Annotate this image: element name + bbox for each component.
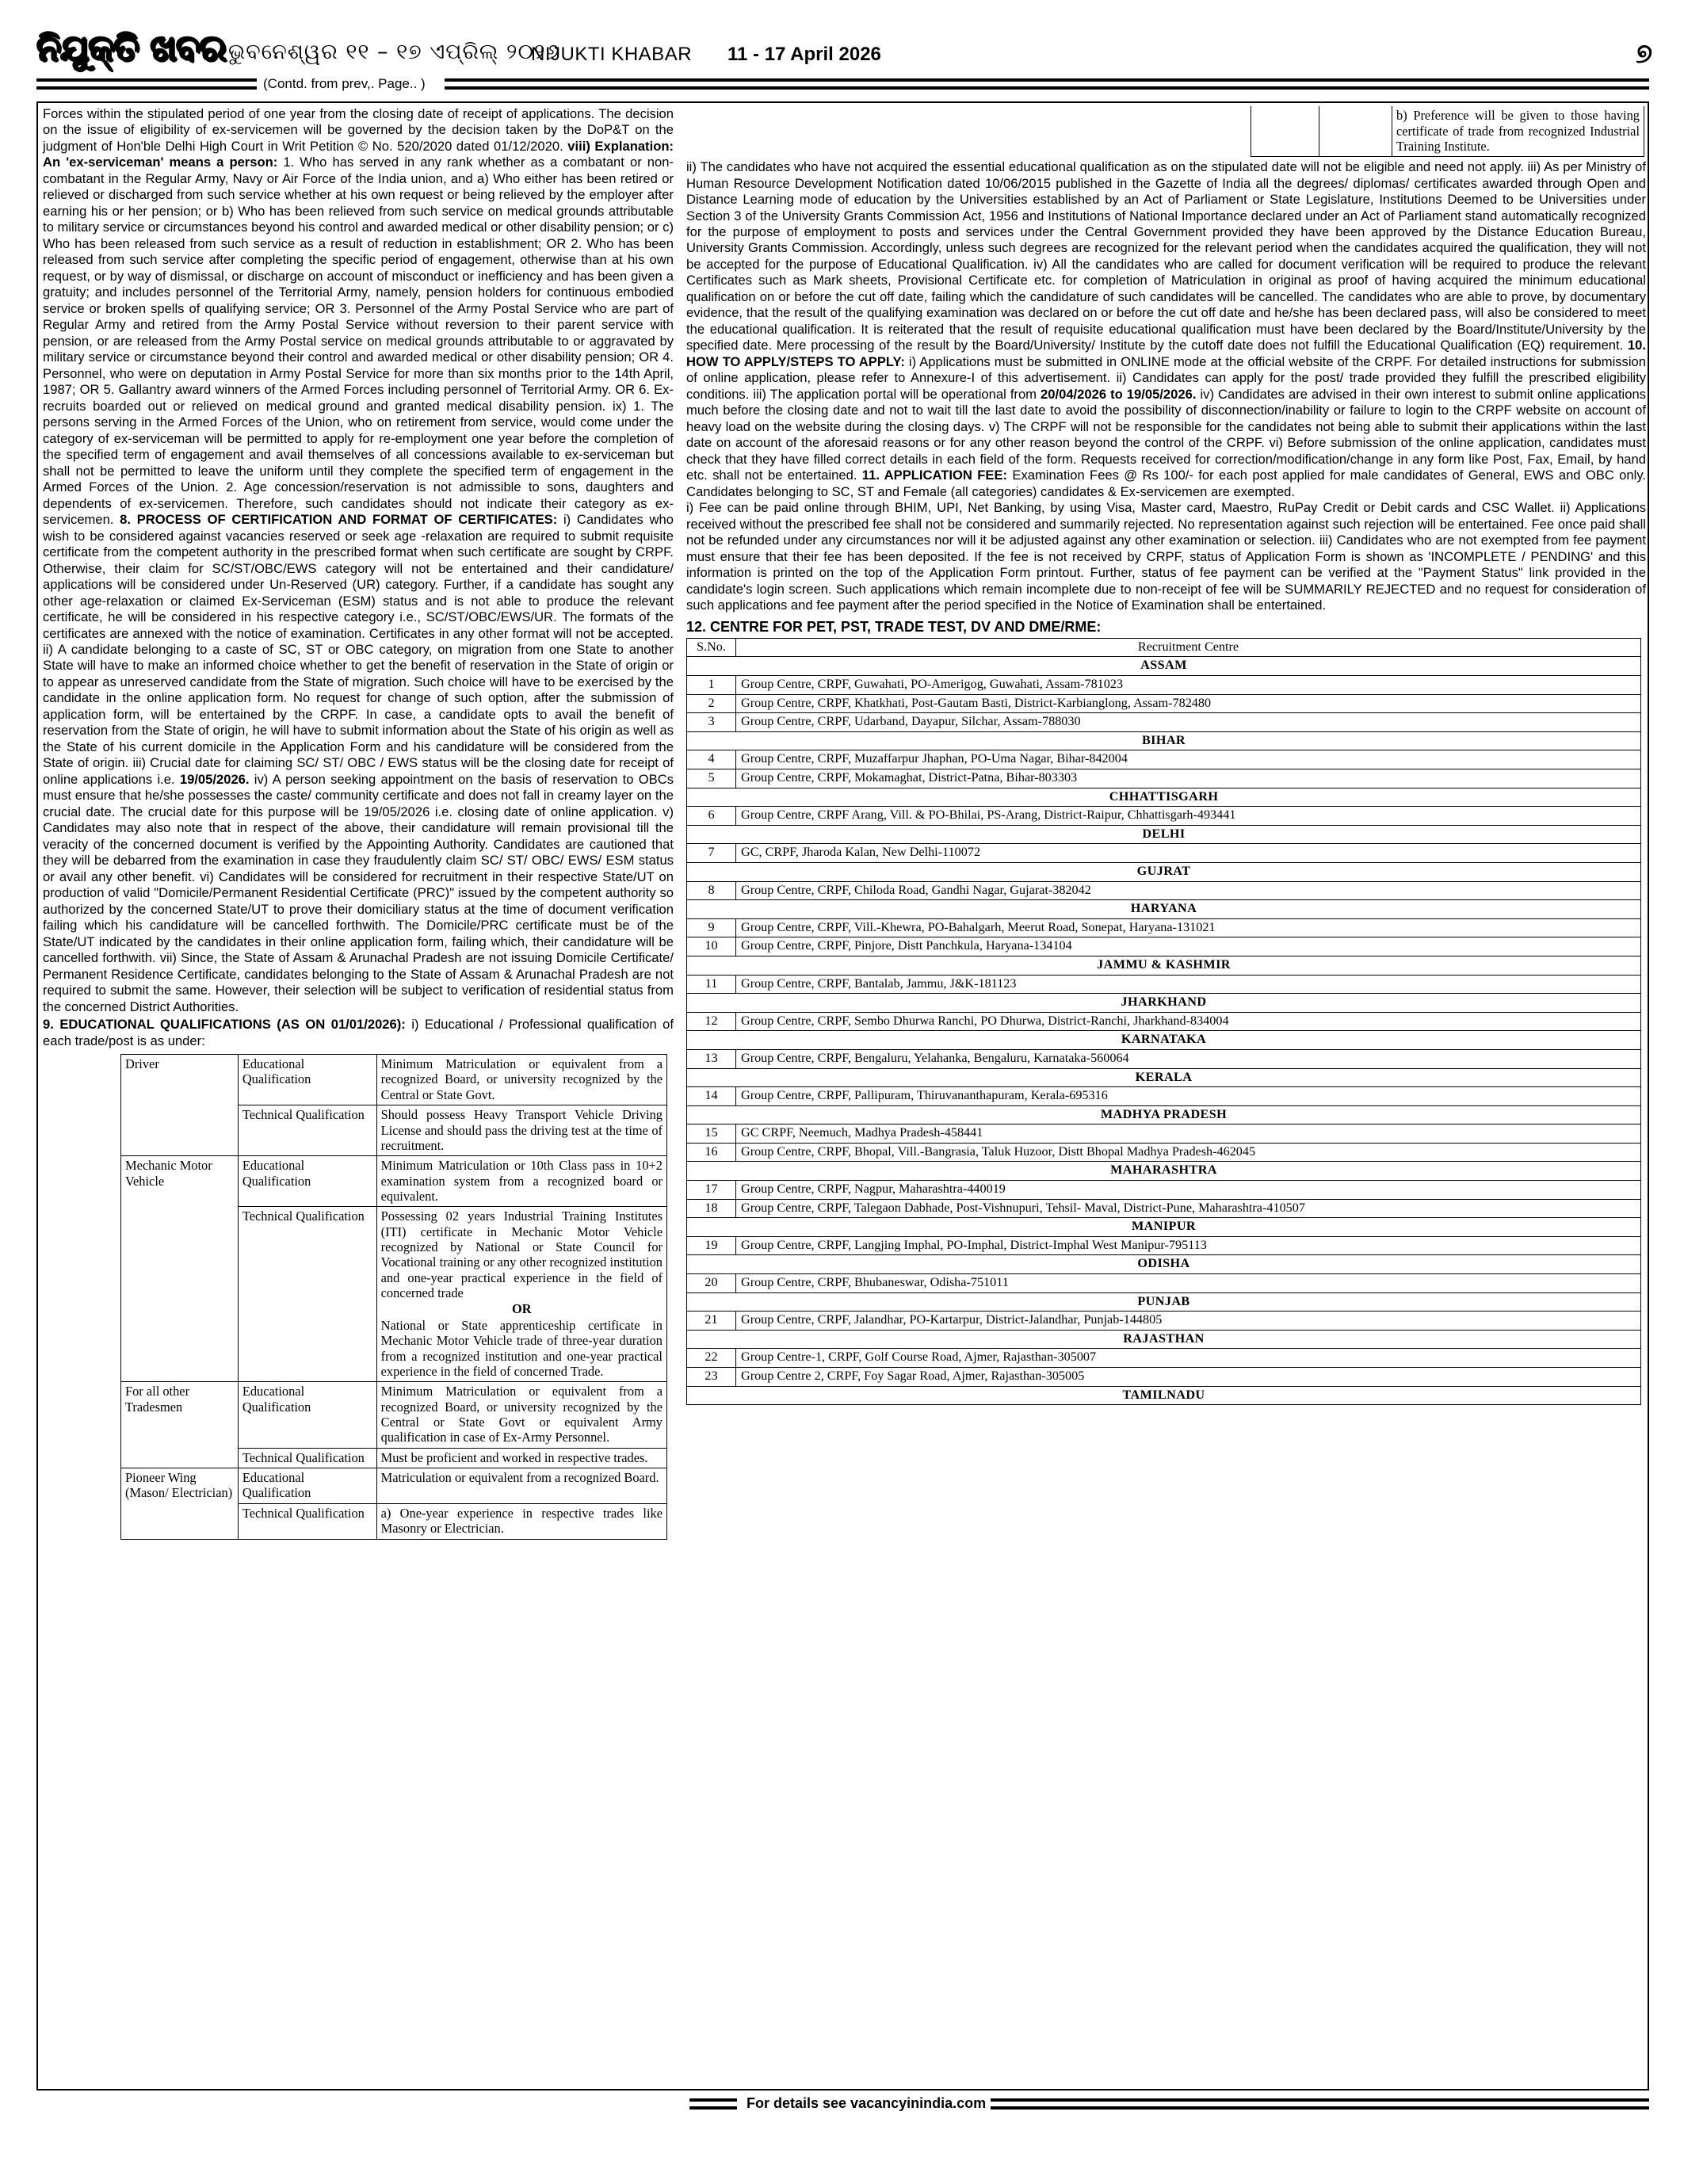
- state-header-row: [687, 956, 1641, 975]
- centre-address: Group Centre, CRPF, Pinjore, Distt Panchkula, Haryana-134104: [736, 937, 1641, 956]
- topbox-cell-preference: b) Preference will be given to those having certificate of trade from recognized Industrial Training Institute.: [1392, 106, 1644, 157]
- qualification-table: [120, 1054, 667, 1539]
- centre-sno: 14: [687, 1087, 736, 1106]
- state-header-row: [687, 1068, 1641, 1087]
- topbox-cell-b: [1319, 106, 1392, 157]
- qual-desc: Must be proficient and worked in respective trades.: [376, 1448, 666, 1468]
- centre-address: Group Centre, CRPF, Mokamaghat, District-Patna, Bihar-803303: [736, 769, 1641, 788]
- continued-band: [36, 76, 1649, 95]
- table-row: [687, 1181, 1641, 1200]
- centre-address: Group Centre, CRPF, Sembo Dhurwa Ranchi, PO Dhurwa, District-Ranchi, Jharkhand-834004: [736, 1012, 1641, 1031]
- state-name: MAHARASHTRA: [687, 1162, 1641, 1181]
- rp1: ii) The candidates who have not acquired the essential educational qualification as on the stipulated date will not be eligible and need not apply. iii) As per Ministry of Human Resource Development Notification dated 10/06/2015 published in the Gazette of India all the degrees/ diplomas/ certificates awarded through Open and Distance Learning mode of education by the Universities established by an Act of Parliament or State Legislature, Institutions Deemed to be Universities under Section 3 of the University Grants Commission Act, 1956 and Institutions of National Importance declared under an Act of Parliament stand automatically recognized for the purpose of employment to posts and services under the Central Government provided they have been approved by the Distance Education Bureau, University Grants Commission. Accordingly, unless such degrees are recognized for the relevant period when the candidates acquired the qualification, they will not be accepted for the purpose of Educational Qualification. iv) All the candidates who are called for document verification will be required to produce the relevant Certificates such as Mark sheets, Provisional Certificate etc. for completion of Matriculation in original as proof of having acquired the minimum educational qualification on or before the cut off date, failing which the candidature of such candidates will be cancelled. The candidates who are able to prove, by documentary evidence, that the result of the qualifying examination was declared on or before the cut off date and he/she has been declared pass, will also be considered to meet the educational qualification. It is reiterated that the result of requisite educational qualification must have been declared by the Board/Institute/University by the specified date. Mere processing of the result by the Board/University/ Institute by the cutoff date does not fulfill the Educational Qualification (EQ) requirement.: [686, 159, 1646, 353]
- table-row: [121, 1468, 667, 1504]
- qual-kind: Educational Qualification: [238, 1382, 376, 1448]
- lp2-bold2: 19/05/2026.: [179, 771, 250, 787]
- centre-address: Group Centre, CRPF, Guwahati, PO-Amerigog, Guwahati, Assam-781023: [736, 676, 1641, 695]
- preference-box-table: [1251, 106, 1644, 157]
- state-name: ODISHA: [687, 1255, 1641, 1274]
- right-paragraph-main: [686, 159, 1646, 500]
- state-header-row: [687, 1386, 1641, 1405]
- centre-sno: 15: [687, 1124, 736, 1144]
- centre-address: Group Centre 2, CRPF, Foy Sagar Road, Ajmer, Rajasthan-305005: [736, 1368, 1641, 1387]
- left-paragraph-3: [43, 1017, 674, 1049]
- state-header-row: [687, 900, 1641, 919]
- state-name: MADHYA PRADESH: [687, 1105, 1641, 1124]
- masthead-paper-name: NIJUKTI KHABAR: [531, 44, 693, 65]
- table-row: [687, 807, 1641, 826]
- state-header-row: [687, 1105, 1641, 1124]
- table-row: [687, 1049, 1641, 1068]
- table-row: [687, 1012, 1641, 1031]
- qual-kind: Technical Qualification: [238, 1448, 376, 1468]
- lp3-text: i) Educational / Professional qualification of each trade/post is as under:: [43, 1017, 674, 1048]
- table-row: [687, 1124, 1641, 1144]
- centre-sno: 23: [687, 1368, 736, 1387]
- right-paragraph-fee: i) Fee can be paid online through BHIM, UPI, Net Banking, by using Visa, Master card, Maestro, RuPay Credit or Debit cards and CSC Wallet. ii) Applications received without the prescribed fee shall not be considered and summarily rejected. No representation against such rejection will be entertained. Fee once paid shall not be refunded under any circumstances nor will it be adjusted against any other examination or selection. iii) Candidates who are not exempted from fee payment must ensure that their fee has been deposited. If the fee is not received by CRPF, status of Application Form is shown as 'INCOMPLETE / PENDING' and this information is printed on the top of the Application Form printout. Further, status of fee payment can be verified at the "Payment Status" link provided in the candidate's login screen. Such applications which remain incomplete due to non-receipt of fee will be SUMMARILY REJECTED and no request for consideration of such applications and fee payment after the period specified in the Notice of Examination shall be entertained.: [686, 500, 1646, 613]
- state-name: TAMILNADU: [687, 1386, 1641, 1405]
- centre-sno: 11: [687, 975, 736, 994]
- centre-sno: 21: [687, 1312, 736, 1331]
- qual-kind: Educational Qualification: [238, 1468, 376, 1504]
- lp1-a: Forces within the stipulated period of one year from the closing date of receipt of applications. The decision on the issue of eligibility of ex-servicemen will be governed by the decision taken by the DoP&T on the judgment of Hon'ble Delhi High Court in Writ Petition © No. 520/2020 dated 01/12/2020.: [43, 106, 674, 154]
- state-name: BIHAR: [687, 731, 1641, 750]
- state-header-row: [687, 1218, 1641, 1237]
- state-header-row: [687, 825, 1641, 844]
- centre-sno: 3: [687, 713, 736, 732]
- centre-sno: 8: [687, 881, 736, 900]
- masthead-date-english: 11 - 17 April 2026: [727, 44, 881, 65]
- left-column: [38, 103, 678, 2089]
- table-row: [687, 1143, 1641, 1162]
- centre-sno: 22: [687, 1349, 736, 1368]
- state-header-row: [687, 1255, 1641, 1274]
- centre-sno: 17: [687, 1181, 736, 1200]
- state-header-row: [687, 1162, 1641, 1181]
- right-column: [682, 103, 1651, 2089]
- state-name: HARYANA: [687, 900, 1641, 919]
- lp2-a: i) Candidates who wish to be considered against vacancies reserved or seek age -relaxation are required to submit requisite certificate from the competent authority in the prescribed format when such certificate are sought by CRPF. Otherwise, their claim for SC/ST/OBC/EWS category will not be entertained and their candidature/ applications will be considered under Un-Reserved (UR) category. Further, if a candidate has sought any other age-relaxation or claimed Ex-Serviceman (ESM) status and is not able to produce the relevant certificate, he will be considered in his respective category i.e., SC/ST/OBC/EWS/UR. The formats of the certificates are annexed with the notice of examination. Certificates in any other format will not be accepted. ii) A candidate belonging to a caste of SC, ST or OBC category, on migration from one State to another State will have to make an informed choice whether to get the benefit of reservation in the State of origin or to appear as unreserved candidate from the State of migration. Such choice will have to be exercised by the candidate in the online application form. No request for change of such option, after the submission of application form, will be entertained by the CRPF. In case, a candidate opts to avail the benefit of reservation from the State of origin, he will have to submit information about the State of his origin as well as the State of his current domicile in the Application Form and his candidature will be considered from the State of origin. iii) Crucial date for claiming SC/ ST/ OBC / EWS status will be the closing date for receipt of online applications i.e.: [43, 512, 674, 787]
- state-header-row: [687, 731, 1641, 750]
- table-row: [687, 918, 1641, 937]
- state-header-row: [687, 1292, 1641, 1312]
- centre-sno: 16: [687, 1143, 736, 1162]
- state-header-row: [687, 788, 1641, 807]
- state-name: JHARKHAND: [687, 994, 1641, 1013]
- rp3-bold: 11. APPLICATION FEE:: [861, 468, 1008, 483]
- centre-address: Group Centre, CRPF, Muzaffarpur Jhaphan, PO-Uma Nagar, Bihar-842004: [736, 750, 1641, 769]
- centre-sno: 12: [687, 1012, 736, 1031]
- masthead-date-odia: ଭୁବନେଶ୍ୱର ୧୧ – ୧୭ ଏପ୍ରିଲ୍ ୨୦୨୬: [228, 40, 560, 64]
- qual-kind: Technical Qualification: [238, 1207, 376, 1382]
- table-row: [687, 937, 1641, 956]
- centre-address: Group Centre, CRPF, Vill.-Khewra, PO-Bahalgarh, Meerut Road, Sonepat, Haryana-131021: [736, 918, 1641, 937]
- state-name: DELHI: [687, 825, 1641, 844]
- qual-kind: Technical Qualification: [238, 1503, 376, 1539]
- centre-address: Group Centre, CRPF, Talegaon Dabhade, Post-Vishnupuri, Tehsil- Maval, District-Pune, Maharashtra-410507: [736, 1199, 1641, 1218]
- centre-address: GC, CRPF, Jharoda Kalan, New Delhi-110072: [736, 844, 1641, 863]
- centre-address: Group Centre, CRPF, Chiloda Road, Gandhi Nagar, Gujarat-382042: [736, 881, 1641, 900]
- lp3-bold: 9. EDUCATIONAL QUALIFICATIONS (AS ON 01/01/2026):: [43, 1017, 406, 1033]
- centre-sno: 10: [687, 937, 736, 956]
- table-row: [687, 713, 1641, 732]
- centre-sno: 9: [687, 918, 736, 937]
- qual-desc: Minimum Matriculation or 10th Class pass in 10+2 examination system from a recognized board or equivalent.: [376, 1156, 666, 1207]
- table-row: [687, 1199, 1641, 1218]
- centres-header-sno: S.No.: [687, 638, 736, 657]
- state-name: KARNATAKA: [687, 1031, 1641, 1050]
- table-row: [687, 1236, 1641, 1255]
- footer-rule-left: [689, 2098, 737, 2110]
- table-row: [687, 1368, 1641, 1387]
- table-row: [121, 1055, 667, 1105]
- centre-address: Group Centre, CRPF, Bantalab, Jammu, J&K-181123: [736, 975, 1641, 994]
- top-box-wrapper: [686, 106, 1646, 157]
- lp2-bold: 8. PROCESS OF CERTIFICATION AND FORMAT OF CERTIFICATES:: [120, 512, 563, 528]
- qual-desc: Minimum Matriculation or equivalent from a recognized Board, or university recognized by the Central or State Govt or equivalent Army qualification in case of Ex-Army Personnel.: [376, 1382, 666, 1448]
- rp2-bold: 10. HOW TO APPLY/STEPS TO APPLY:: [686, 338, 1646, 369]
- centre-address: Group Centre, CRPF, Nagpur, Maharashtra-440019: [736, 1181, 1641, 1200]
- topbox-cell-a: [1251, 106, 1319, 157]
- qual-desc: a) One-year experience in respective trades like Masonry or Electrician.: [376, 1503, 666, 1539]
- qual-trade: For all other Tradesmen: [121, 1382, 239, 1468]
- table-row: [687, 1312, 1641, 1331]
- centre-address: Group Centre, CRPF, Langjing Imphal, PO-Imphal, District-Imphal West Manipur-795113: [736, 1236, 1641, 1255]
- rp2: i) Applications must be submitted in ONLINE mode at the official website of the CRPF. For detailed instructions for submission of online application, please refer to Annexure-I of this advertisement. ii) Candidates can apply for the post/ trade provided they fulfill the prescribed eligibility conditions. iii) The application portal will be operational from: [686, 353, 1646, 402]
- rp3: Examination Fees @ Rs 100/- for each post applied for male candidates of General, EWS and OBC only. Candidates belonging to SC, ST and Female (all categories) candidates & Ex-servicemen are exempted.: [686, 468, 1646, 499]
- centre-address: Group Centre, CRPF, Bhubaneswar, Odisha-751011: [736, 1274, 1641, 1293]
- centre-address: Group Centre, CRPF, Bhopal, Vill.-Bangrasia, Taluk Huzoor, Distt Bhopal Madhya Pradesh-462045: [736, 1143, 1641, 1162]
- centre-sno: 1: [687, 676, 736, 695]
- rule-right: [445, 78, 1649, 90]
- centre-sno: 19: [687, 1236, 736, 1255]
- qual-trade: Pioneer Wing (Mason/ Electrician): [121, 1468, 239, 1539]
- table-row: [687, 694, 1641, 713]
- state-header-row: [687, 1031, 1641, 1050]
- centre-address: Group Centre, CRPF, Udarband, Dayapur, Silchar, Assam-788030: [736, 713, 1641, 732]
- qual-trade: Mechanic Motor Vehicle: [121, 1156, 239, 1382]
- lp2-rest: iv) A person seeking appointment on the basis of reservation to OBCs must ensure that he/she possesses the caste/ community certificate and does not fall in creamy layer on the crucial date. The crucial date for this purpose will be 19/05/2026 i.e. closing date of online application. v) Candidates may also note that in respect of the above, their candidature will remain provisional till the veracity of the concerned document is verified by the Appointing Authority. Candidates are cautioned that they will be debarred from the examination in case they fraudulently claim SC/ ST/ OBC/ EWS/ ESM status or avail any other benefit. vi) Candidates will be considered for recruitment in their respective State/UT on production of valid "Domicile/Permanent Residential Certificate (PRC)" issued by the competent authority so authorized by the concerned State/UT to prove their domiciliary status at the time of document verification failing which his candidature will be cancelled forthwith. The Domicile/PRC certificate must be of the State/UT indicated by the candidates in their online application form, failing which, their candidature will be cancelled forthwith. vii) Since, the State of Assam & Arunachal Pradesh are not issuing Domicile Certificate/ Permanent Residence Certificate, candidates belonging to the State of Assam & Arunachal Pradesh are not required to submit the same. However, their selection will be subject to verification of residential status from the concerned District Authorities.: [43, 771, 674, 1014]
- centre-address: GC CRPF, Neemuch, Madhya Pradesh-458441: [736, 1124, 1641, 1144]
- qualification-table-wrapper: [43, 1054, 674, 1539]
- qual-desc: Should possess Heavy Transport Vehicle Driving License and should pass the driving test at the time of recruitment.: [376, 1105, 666, 1156]
- newspaper-logo: ନିଯୁକ୍ତି ଖବର: [36, 27, 226, 69]
- state-name: KERALA: [687, 1068, 1641, 1087]
- state-header-row: [687, 1330, 1641, 1349]
- centre-address: Group Centre, CRPF, Khatkhati, Post-Gautam Basti, District-Karbianglong, Assam-782480: [736, 694, 1641, 713]
- centre-sno: 7: [687, 844, 736, 863]
- table-row: [121, 1156, 667, 1207]
- centre-address: Group Centre, CRPF, Jalandhar, PO-Kartarpur, District-Jalandhar, Punjab-144805: [736, 1312, 1641, 1331]
- qual-desc-multi: [376, 1207, 666, 1382]
- table-row: [121, 1382, 667, 1448]
- centres-section-heading: 12. CENTRE FOR PET, PST, TRADE TEST, DV AND DME/RME:: [686, 618, 1102, 635]
- state-header-row: [687, 994, 1641, 1013]
- rp2-bold2: 20/04/2026 to 19/05/2026.: [1041, 386, 1197, 402]
- footer-note: For details see vacancyinindia.com: [742, 2095, 991, 2112]
- centres-header-centre: Recruitment Centre: [736, 638, 1641, 657]
- qual-kind: Educational Qualification: [238, 1055, 376, 1105]
- qual-kind: Technical Qualification: [238, 1105, 376, 1156]
- qual-desc-or: OR: [512, 1301, 532, 1317]
- table-row: [687, 844, 1641, 863]
- table-row: [687, 750, 1641, 769]
- centre-address: Group Centre, CRPF, Bengaluru, Yelahanka, Bengaluru, Karnataka-560064: [736, 1049, 1641, 1068]
- table-row: [687, 769, 1641, 788]
- table-row: [687, 676, 1641, 695]
- state-name: CHHATTISGARH: [687, 788, 1641, 807]
- centre-address: Group Centre, CRPF, Pallipuram, Thiruvananthapuram, Kerala-695316: [736, 1087, 1641, 1106]
- left-paragraph-1: [43, 106, 674, 1015]
- centre-sno: 5: [687, 769, 736, 788]
- state-header-row: [687, 862, 1641, 881]
- lp1-bold: viii) Explanation: An 'ex-serviceman' means a person:: [43, 138, 674, 170]
- table-row: [687, 1349, 1641, 1368]
- table-row: [687, 975, 1641, 994]
- centre-sno: 6: [687, 807, 736, 826]
- recruitment-centres-table: [686, 638, 1641, 1405]
- state-name: JAMMU & KASHMIR: [687, 956, 1641, 975]
- rp2-rest: iv) Candidates are advised in their own interest to submit online applications much before the closing date and not to wait till the last date to avoid the possibility of disconnection/inability or failure to login to the CRPF website on account of heavy load on the website during the closing days. v) The CRPF will not be responsible for the candidates not being able to submit their applications within the last date on account of the aforesaid reasons or for any other reason beyond the control of the CRPF. vi) Before submission of the online application, candidates must check that they have filled correct details in each field of the form. Requests received for correction/modification/change in any form like Post, Fax, Email, by hand etc. shall not be entertained.: [686, 386, 1647, 483]
- centre-sno: 13: [687, 1049, 736, 1068]
- state-name: PUNJAB: [687, 1292, 1641, 1312]
- centre-sno: 20: [687, 1274, 736, 1293]
- rule-left: [36, 78, 274, 90]
- qual-desc-part2: National or State apprenticeship certificate in Mechanic Motor Vehicle trade of three-year duration from a recognized institution and one-year practical experience in the field of concerned Trade.: [380, 1317, 663, 1379]
- table-row: [1251, 106, 1644, 157]
- article-frame: [36, 101, 1649, 2090]
- state-header-row: [687, 657, 1641, 676]
- state-name: RAJASTHAN: [687, 1330, 1641, 1349]
- centre-address: Group Centre, CRPF Arang, Vill. & PO-Bhilai, PS-Arang, District-Raipur, Chhattisgarh-493441: [736, 807, 1641, 826]
- table-row: [687, 1274, 1641, 1293]
- footer-band: [36, 2095, 1649, 2116]
- continued-label: (Contd. from prev,. Page.. ): [257, 76, 432, 92]
- state-name: MANIPUR: [687, 1218, 1641, 1237]
- state-name: ASSAM: [687, 657, 1641, 676]
- centre-sno: 4: [687, 750, 736, 769]
- lp1-rest: 1. Who has served in any rank whether as a combatant or non-combatant in the Regular Army, Navy or Air Force of the India union, and a) Who either has been retired or relieved or discharged from such service whether at his own request or being relieved by the employer after earning his or her pension; or b) Who has been relieved from such service on medical grounds attributable to military service or circumstances beyond his control and awarded medical or other disability pension; or c) Who has been released from such service as a result of reduction in establishment; OR 2. Who has been released from such service after completing the specific period of engagement, otherwise than at his own request, or by way of dismissal, or discharge on account of misconduct or inefficiency and has been given a gratuity; and includes personnel of the Territorial Army, namely, pension holders for continuous embodied service or broken spells of qualifying service; OR 3. Personnel of the Army Postal Service who are part of Regular Army and retired from the Army Postal Service without reversion to their parent service with pension, or are released from the Army Postal service on medical grounds attributable to or aggravated by military service or circumstance beyond their control and awarded medical or other disability pension; OR 4. Personnel, who were on deputation in Army Postal Service for more than six months prior to the 14th April, 1987; OR 5. Gallantry award winners of the Armed Forces including personnel of Territorial Army. OR 6. Ex-recruits boarded out or relieved on medical ground and granted medical disability pension. ix) 1. The persons serving in the Armed Forces of the Union, who on retirement from service, would come under the category of ex-serviceman will be permitted to apply for re-employment one year before the completion of the specified term of engagement and avail themselves of all concessions available to ex-serviceman but shall not be permitted to leave the uniform until they complete the specified term of engagement in the Armed Forces of the Union. 2. Age concession/reservation is not admissible to sons, daughters and dependents of ex-servicemen. Therefore, such candidates should not indicate their category as ex-servicemen.: [43, 155, 674, 528]
- centres-header-row: [687, 638, 1641, 657]
- page-number: ୭: [1636, 38, 1652, 70]
- qual-desc: Matriculation or equivalent from a recognized Board.: [376, 1468, 666, 1504]
- centre-address: Group Centre-1, CRPF, Golf Course Road, Ajmer, Rajasthan-305007: [736, 1349, 1641, 1368]
- table-row: [687, 881, 1641, 900]
- table-row: [687, 1087, 1641, 1106]
- centre-sno: 18: [687, 1199, 736, 1218]
- qual-kind: Educational Qualification: [238, 1156, 376, 1207]
- centre-sno: 2: [687, 694, 736, 713]
- state-name: GUJRAT: [687, 862, 1641, 881]
- qual-trade: Driver: [121, 1055, 239, 1156]
- qual-desc: Minimum Matriculation or equivalent from a recognized Board, or university recognized by the Central or State Govt.: [376, 1055, 666, 1105]
- qual-desc-part1: Possessing 02 years Industrial Training Institutes (ITI) certificate in Mechanic Motor Vehicle recognized by National or State Council for Vocational training or any other recognized institution and one-year practical experience in the field of concerned trade: [380, 1208, 663, 1301]
